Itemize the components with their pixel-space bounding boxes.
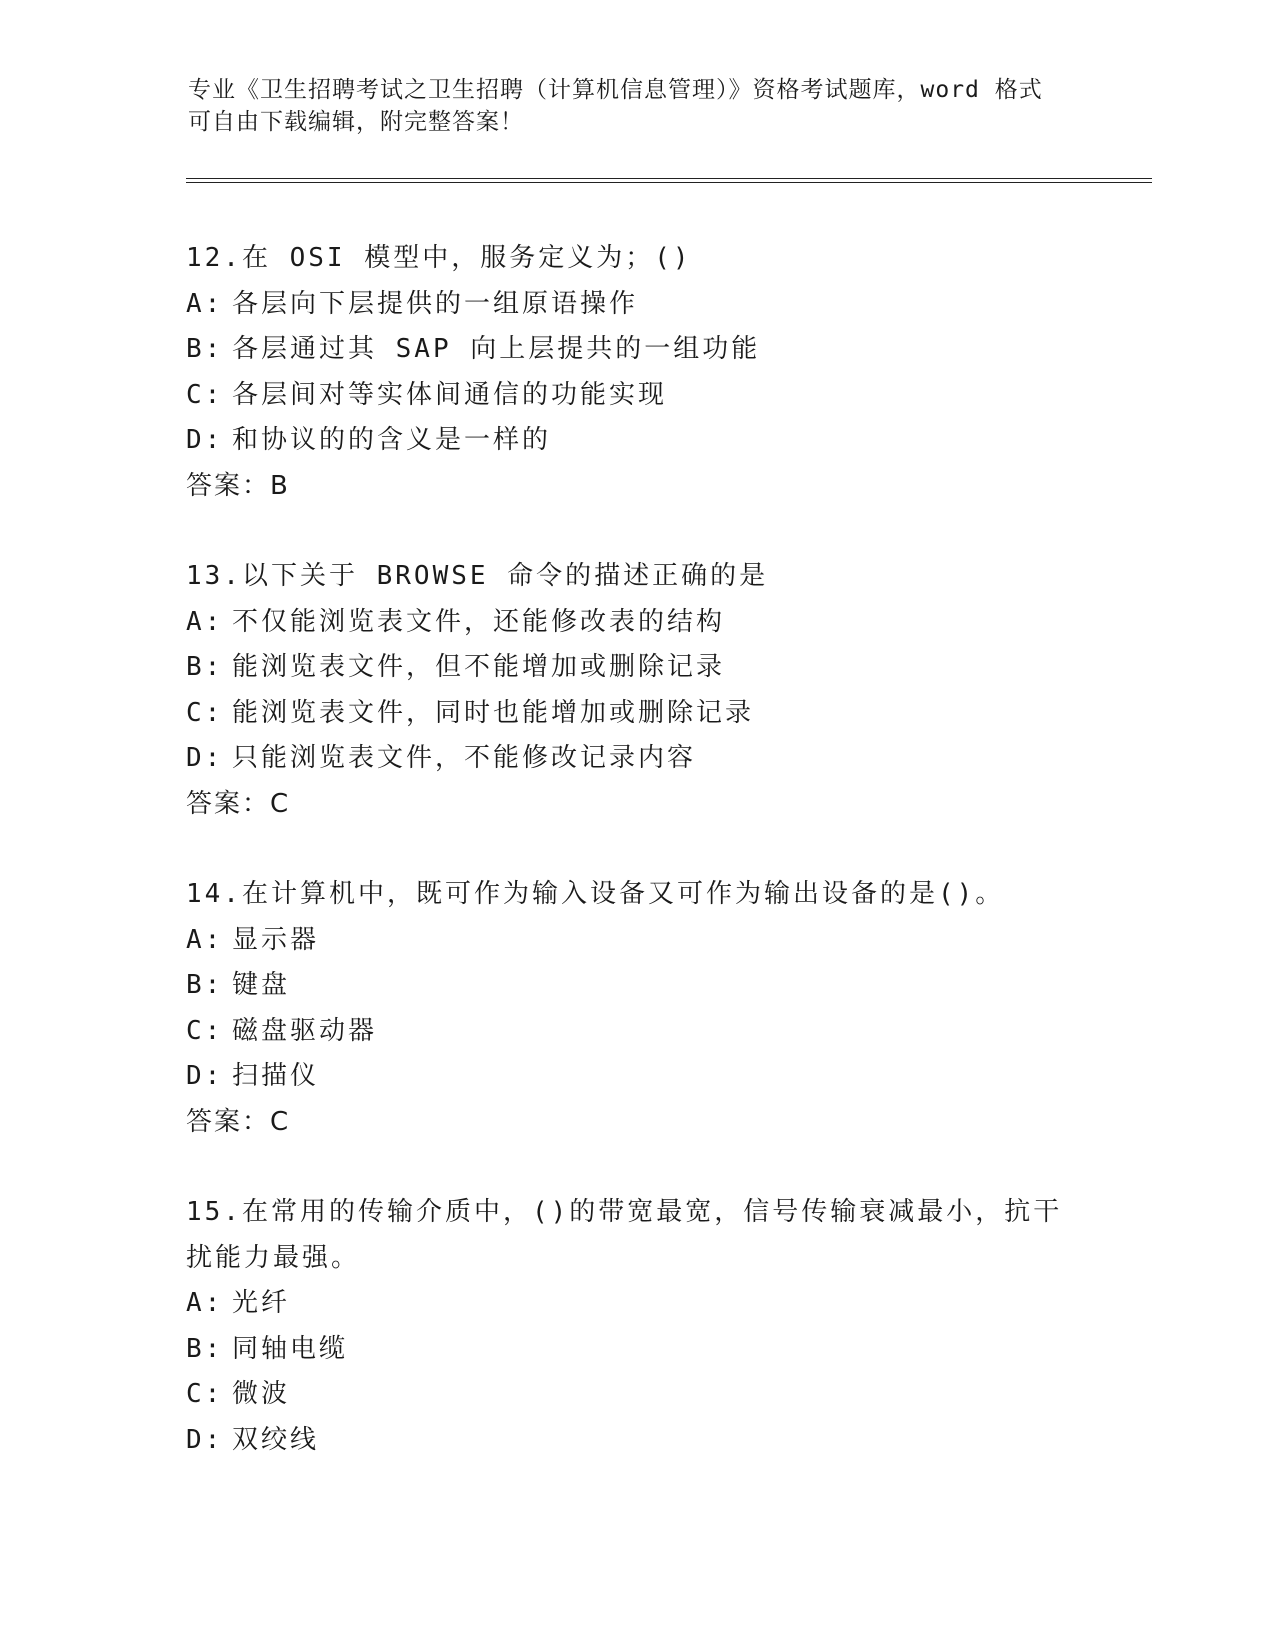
option-text: 显示器 — [232, 924, 320, 955]
option-a — [186, 282, 1086, 328]
option-text: 扫描仪 — [232, 1061, 320, 1091]
option-b — [186, 1327, 1086, 1373]
option-letter: A: — [186, 288, 224, 319]
header-title-line-1: 专业《卫生招聘考试之卫生招聘（计算机信息管理）》资格考试题库，word 格式 — [188, 77, 1043, 103]
option-text: 能浏览表文件，同时也能增加或删除记录 — [232, 697, 755, 728]
option-text: 磁盘驱动器 — [232, 1015, 378, 1046]
answer-line: 答案：C — [186, 788, 291, 819]
option-text: 各层间对等实体间通信的功能实现 — [232, 379, 668, 410]
option-letter: A: — [186, 924, 224, 955]
option-d — [186, 1054, 1086, 1100]
option-c — [186, 373, 1086, 419]
option-letter: D: — [186, 743, 224, 773]
option-letter: D: — [186, 425, 224, 455]
option-c — [186, 1372, 1086, 1418]
option-text: 和协议的的含义是一样的 — [232, 425, 552, 455]
option-letter: C: — [186, 1379, 224, 1409]
question-stem: 13.以下关于 BROWSE 命令的描述正确的是 — [186, 561, 769, 591]
question-stem: 14.在计算机中，既可作为输入设备又可作为输出设备的是()。 — [186, 879, 1005, 909]
option-text: 微波 — [232, 1379, 291, 1409]
option-letter: D: — [186, 1061, 224, 1091]
option-d — [186, 418, 1086, 464]
option-b — [186, 963, 1086, 1009]
question-13 — [186, 554, 1086, 827]
answer-line: 答案：C — [186, 1106, 291, 1137]
header-double-rule — [186, 178, 1152, 183]
option-d — [186, 736, 1086, 782]
option-d — [186, 1418, 1086, 1464]
answer-line: 答案：B — [186, 470, 290, 501]
option-text: 各层向下层提供的一组原语操作 — [232, 288, 639, 319]
option-text: 各层通过其 SAP 向上层提共的一组功能 — [232, 334, 761, 364]
option-text: 不仅能浏览表文件，还能修改表的结构 — [232, 606, 726, 637]
option-text: 双绞线 — [232, 1424, 320, 1455]
option-letter: B: — [186, 334, 224, 364]
question-15 — [186, 1190, 1086, 1463]
option-text: 只能浏览表文件，不能修改记录内容 — [232, 743, 697, 773]
question-list — [186, 236, 1086, 1508]
option-letter: B: — [186, 1333, 224, 1364]
option-text: 能浏览表文件，但不能增加或删除记录 — [232, 652, 726, 682]
question-14 — [186, 872, 1086, 1145]
option-letter: B: — [186, 970, 224, 1000]
option-letter: A: — [186, 1288, 224, 1318]
option-letter: C: — [186, 1015, 224, 1046]
option-text: 同轴电缆 — [232, 1333, 349, 1364]
option-text: 键盘 — [232, 970, 291, 1000]
question-stem: 15.在常用的传输介质中，()的带宽最宽，信号传输衰减最小，抗干扰能力最强。 — [186, 1197, 1063, 1273]
option-c — [186, 1009, 1086, 1055]
option-letter: D: — [186, 1424, 224, 1455]
option-c — [186, 691, 1086, 737]
option-letter: B: — [186, 652, 224, 682]
option-letter: C: — [186, 379, 224, 410]
question-12 — [186, 236, 1086, 509]
option-a — [186, 918, 1086, 964]
option-letter: A: — [186, 606, 224, 637]
option-b — [186, 645, 1086, 691]
question-stem: 12.在 OSI 模型中，服务定义为；() — [186, 243, 692, 273]
header-title-line-2: 可自由下载编辑，附完整答案！ — [188, 109, 524, 135]
document-header — [188, 74, 1088, 138]
option-a — [186, 600, 1086, 646]
option-b — [186, 327, 1086, 373]
option-text: 光纤 — [232, 1288, 291, 1318]
option-letter: C: — [186, 697, 224, 728]
option-a — [186, 1281, 1086, 1327]
